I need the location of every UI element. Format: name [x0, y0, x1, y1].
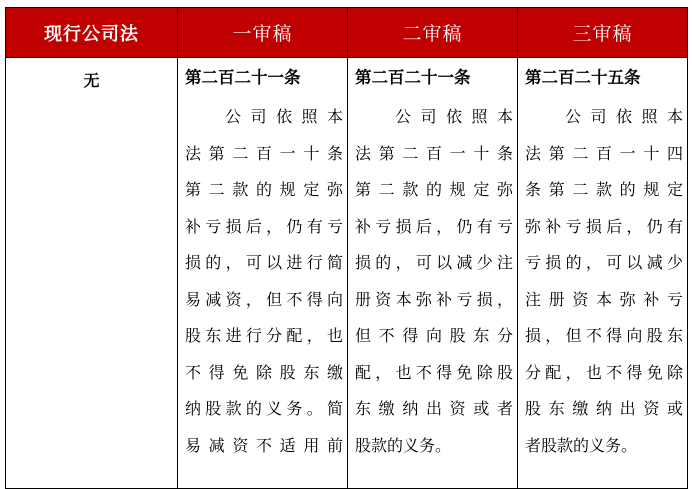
text-line: 损的，可以进行简 [185, 253, 343, 272]
text-line: 法第二百一十条 [355, 143, 513, 163]
text-line: 补亏损后，仍有亏 [355, 216, 513, 236]
text-line: 易减资不适用前 [185, 435, 343, 455]
text-line: 者股款的义务。 [525, 435, 638, 455]
header-current-law: 现行公司法 [6, 8, 178, 58]
text-line: 注册资本弥补亏 [525, 289, 683, 309]
table-row [6, 58, 688, 489]
text-line: 第二款的规定弥 [355, 180, 513, 199]
text-line: 条第二款的规定 [525, 180, 683, 199]
first-draft-cell [178, 58, 348, 489]
text-line: 公司依照本 [395, 107, 513, 126]
text-line: 配，也不得免除股 [355, 362, 513, 382]
text-line: 公司依照本 [565, 107, 683, 126]
text-line: 法第二百一十四 [525, 143, 683, 163]
law-comparison-table [5, 7, 688, 489]
header-row [6, 8, 688, 58]
article-number: 第二百二十一条 [355, 68, 471, 87]
text-line: 损的，可以减少注 [355, 253, 513, 272]
text-line: 东缴纳出资或者 [355, 399, 513, 418]
text-line: 股东缴纳出资或 [525, 399, 683, 418]
header-second-draft: 二审稿 [348, 8, 518, 58]
text-line: 股款的义务。 [355, 435, 452, 455]
header-first-draft: 一审稿 [178, 8, 348, 58]
article-number: 第二百二十五条 [525, 68, 641, 87]
text-line: 补亏损后，仍有亏 [185, 216, 343, 236]
text-line: 弥补亏损后，仍有 [525, 216, 683, 236]
third-draft-cell [518, 58, 688, 489]
text-line: 不得免除股东缴 [185, 362, 343, 382]
article-text [355, 99, 513, 464]
text-line: 册资本弥补亏损， [355, 289, 513, 309]
text-line: 亏损的，可以减少 [525, 253, 683, 272]
text-line: 分配，也不得免除 [525, 362, 683, 382]
article-number: 第二百二十一条 [185, 68, 301, 87]
article-text [525, 99, 683, 464]
text-line: 纳股款的义务。简 [185, 399, 343, 418]
text-line: 公司依照本 [225, 107, 343, 126]
text-line: 股东进行分配，也 [185, 326, 343, 345]
text-line: 损，但不得向股东 [525, 326, 683, 345]
text-line: 易减资，但不得向 [185, 289, 343, 309]
header-third-draft: 三审稿 [518, 8, 688, 58]
text-line: 第二款的规定弥 [185, 180, 343, 199]
text-line: 但不得向股东分 [355, 326, 513, 345]
current-law-cell: 无 [6, 58, 178, 489]
second-draft-cell [348, 58, 518, 489]
text-line: 法第二百一十条 [185, 143, 343, 163]
article-text [185, 99, 343, 464]
